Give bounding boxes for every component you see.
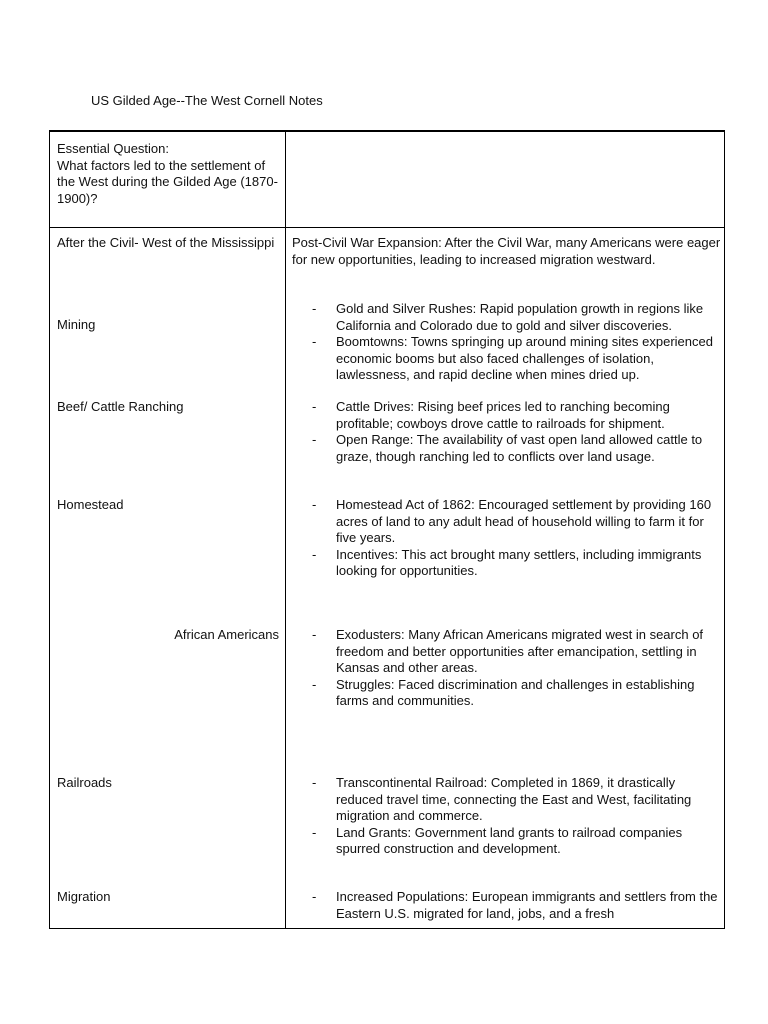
cue-homestead: Homestead: [57, 497, 124, 512]
note-post-civil-war-expansion: Post-Civil War Expansion: After the Civil War, many Americans were eager for new opportunities, leading to increased migration westward.: [292, 235, 721, 267]
list-item: - Open Range: The availability of vast open land allowed cattle to graze, though ranching led to conflicts over land usage.: [312, 432, 722, 465]
list-item: - Incentives: This act brought many settlers, including immigrants looking for opportunities.: [312, 547, 722, 580]
cue-mining: Mining: [57, 317, 96, 332]
list-item: - Transcontinental Railroad: Completed in 1869, it drastically reduced travel time, connecting the East and West, facilitating migration and commerce.: [312, 775, 722, 825]
cue-cattle-ranching: Beef/ Cattle Ranching: [57, 399, 184, 414]
list-item: - Gold and Silver Rushes: Rapid population growth in regions like California and Colorado due to gold and silver discoveries.: [312, 301, 722, 334]
cue-railroads: Railroads: [57, 775, 112, 790]
list-item: - Boomtowns: Towns springing up around mining sites experienced economic booms but also faced challenges of isolation, lawlessness, and rapid decline when mines dried up.: [312, 334, 722, 384]
list-item: - Struggles: Faced discrimination and challenges in establishing farms and communities.: [312, 677, 722, 710]
notes-cattle-ranching: [312, 399, 722, 465]
notes-homestead: [312, 497, 722, 580]
notes-migration: [312, 889, 722, 922]
list-item: - Cattle Drives: Rising beef prices led to ranching becoming profitable; cowboys drove cattle to railroads for shipment.: [312, 399, 722, 432]
notes-railroads: [312, 775, 722, 858]
essential-question-text: What factors led to the settlement of the West during the Gilded Age (1870-1900)?: [57, 157, 278, 206]
essential-question-label: Essential Question:: [57, 141, 170, 156]
notes-mining: [312, 301, 722, 384]
document-title: US Gilded Age--The West Cornell Notes: [91, 93, 323, 108]
cornell-notes-table: [49, 130, 725, 929]
list-item: - Exodusters: Many African Americans migrated west in search of freedom and better opportunities after emancipation, settling in Kansas and other areas.: [312, 627, 722, 677]
cue-migration: Migration: [57, 889, 111, 904]
list-item: - Land Grants: Government land grants to railroad companies spurred construction and development.: [312, 825, 722, 858]
list-item: - Homestead Act of 1862: Encouraged settlement by providing 160 acres of land to any adult head of household willing to farm it for five years.: [312, 497, 722, 547]
list-item: - Increased Populations: European immigrants and settlers from the Eastern U.S. migrated for land, jobs, and a fresh: [312, 889, 722, 922]
column-divider: [285, 132, 286, 928]
essential-question: [57, 141, 279, 207]
cue-african-americans: African Americans: [174, 627, 279, 642]
cue-after-civil-war: After the Civil- West of the Mississippi: [57, 235, 275, 250]
header-row-divider: [50, 227, 724, 228]
notes-african-americans: [312, 627, 722, 710]
